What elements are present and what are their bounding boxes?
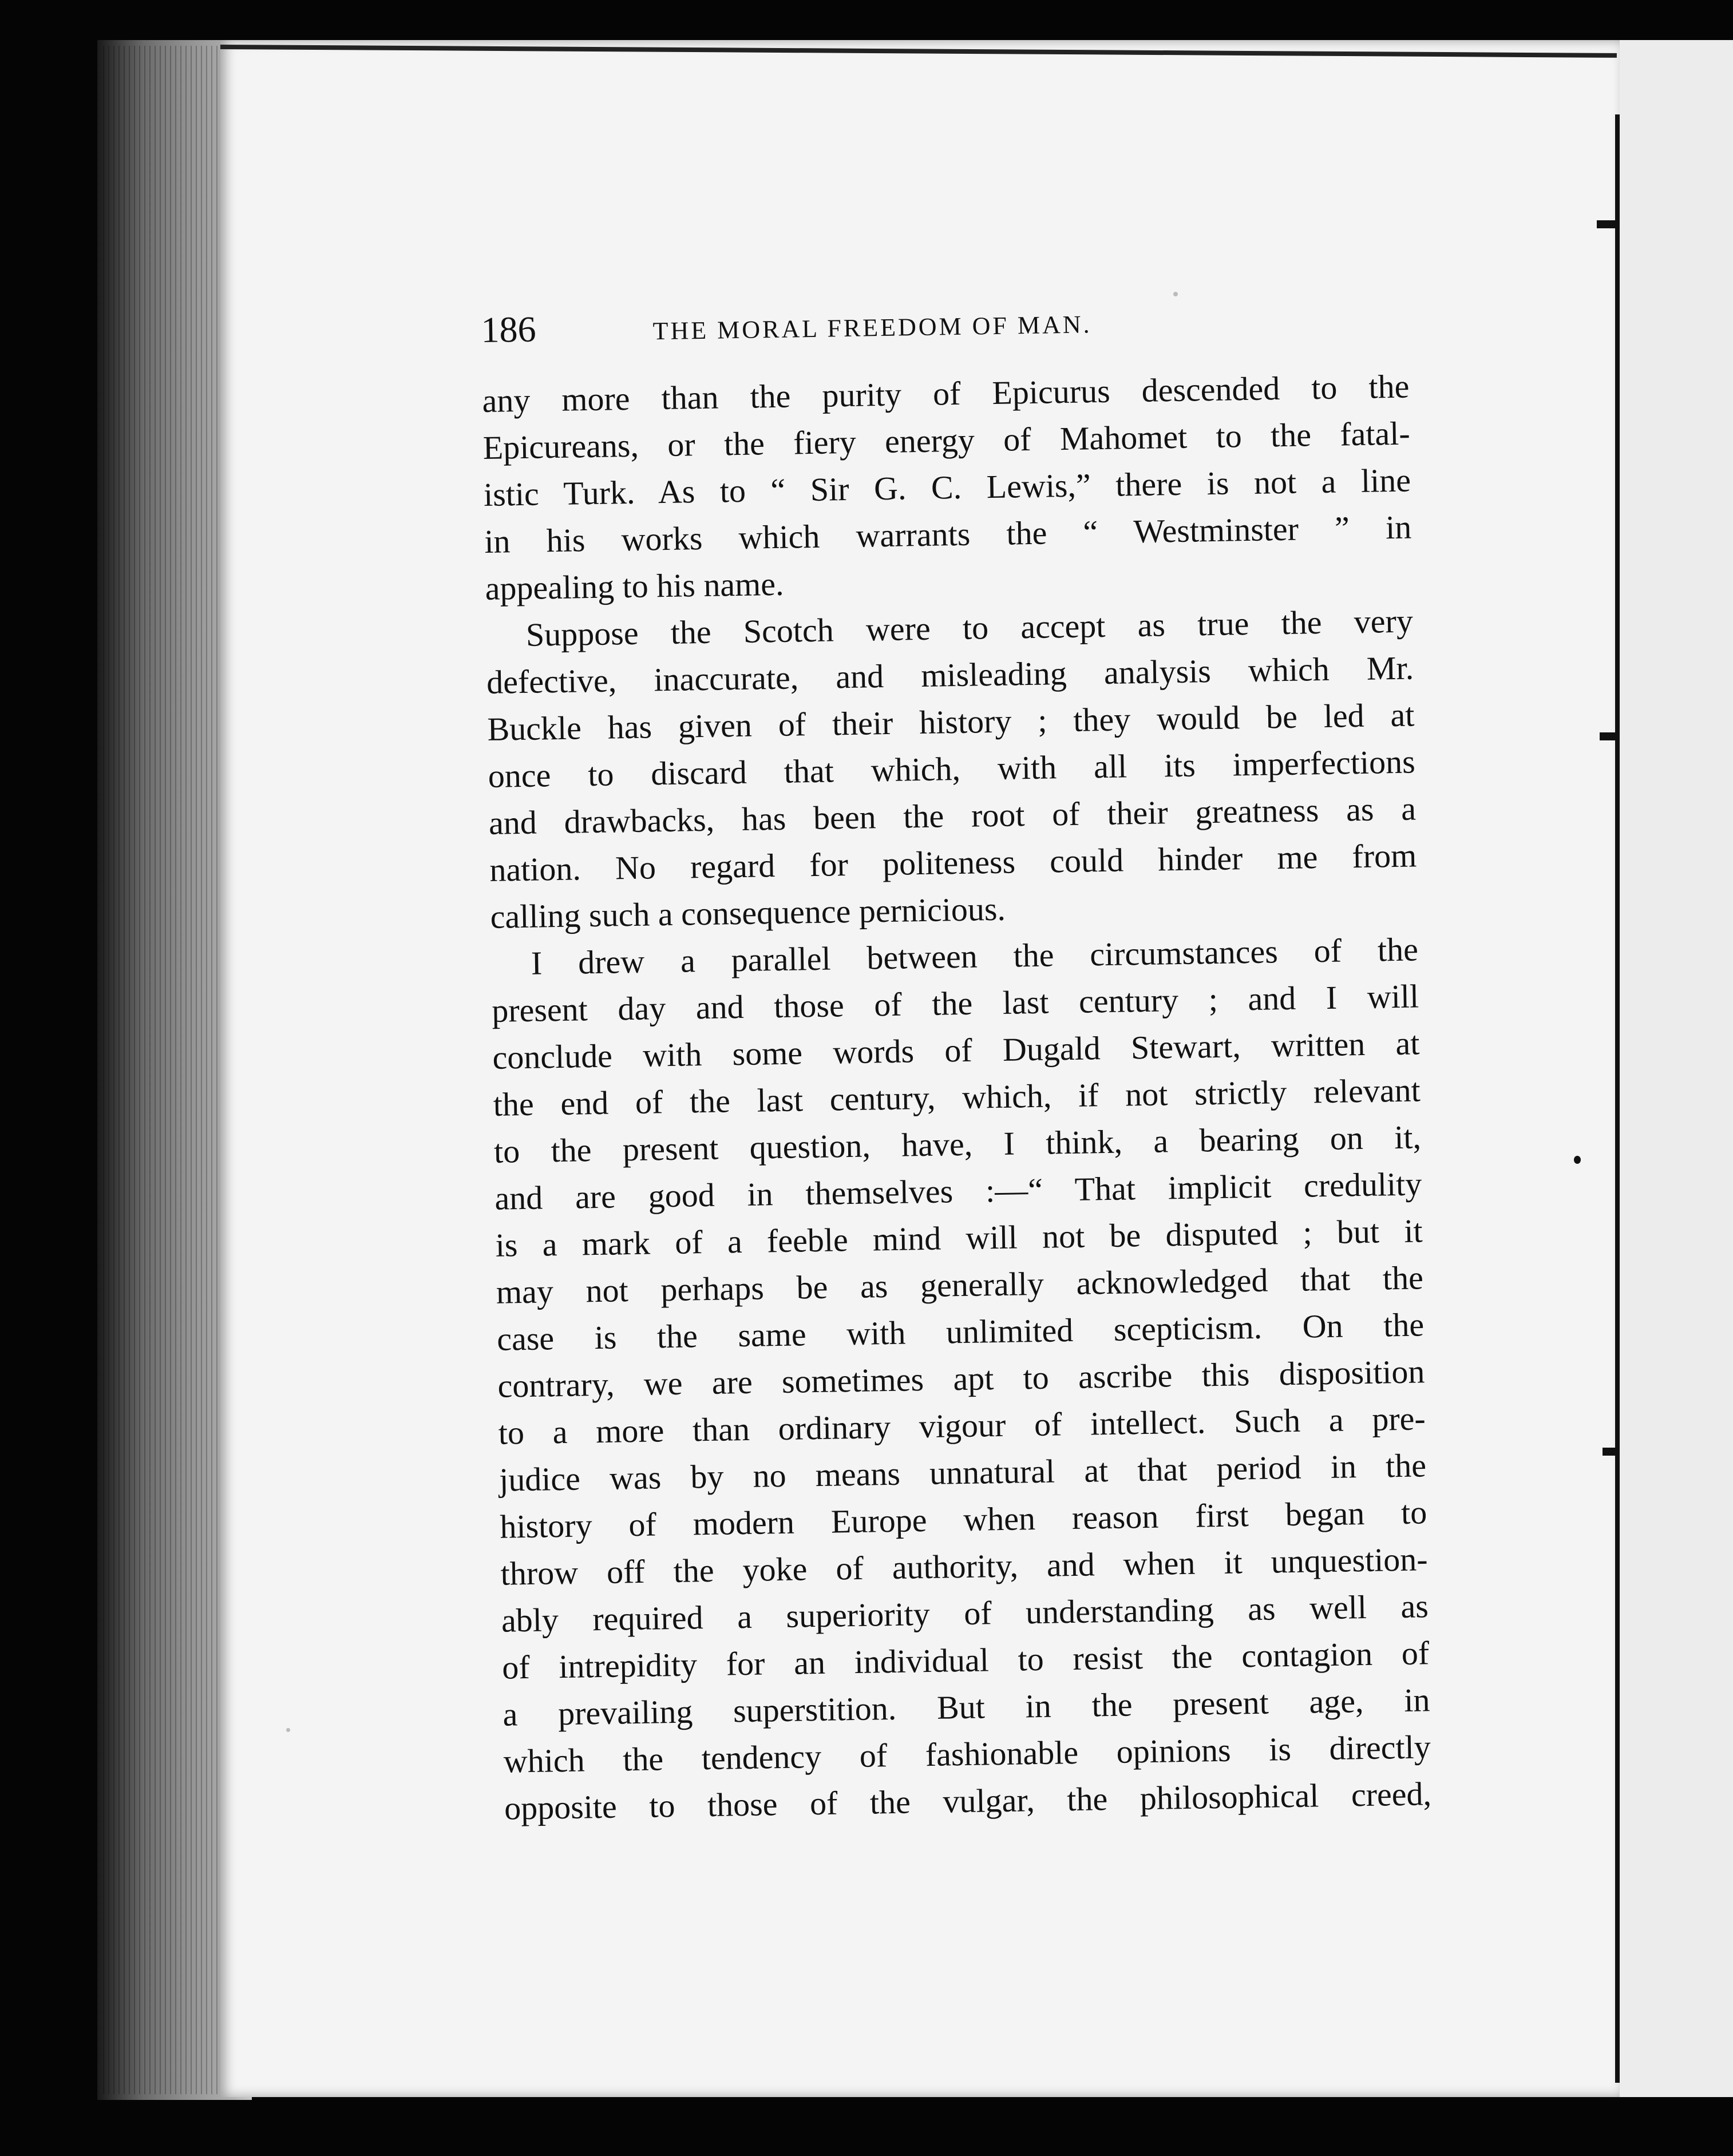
text-line: contrary, we are sometimes apt to ascribe this disposition	[497, 1353, 1425, 1405]
text-line: nation. No regard for politeness could hinder me from	[489, 837, 1417, 889]
text-line: in his works which warrants the “ Westminster ” in	[484, 508, 1412, 560]
text-line: once to discard that which, with all its imperfections	[488, 743, 1416, 795]
text-line: I drew a parallel between the circumstances of the	[531, 930, 1419, 982]
text-line: a prevailing superstition. But in the present age, in	[503, 1681, 1430, 1733]
gutter-mark-2	[1600, 732, 1617, 740]
text-line: may not perhaps be as generally acknowledged that the	[496, 1259, 1424, 1311]
text-line: defective, inaccurate, and misleading analysis which Mr.	[486, 649, 1414, 701]
text-line: conclude with some words of Dugald Stewart, written at	[492, 1024, 1420, 1076]
text-line: calling such a consequence pernicious.	[490, 890, 1006, 936]
text-line: judice was by no means unnatural at that period in the	[498, 1446, 1427, 1499]
text-line: istic Turk. As to “ Sir G. C. Lewis,” there is not a line	[483, 461, 1411, 513]
text-line: the end of the last century, which, if not strictly relevant	[493, 1071, 1421, 1123]
text-line: Epicureans, or the fiery energy of Mahomet to the fatal-	[482, 414, 1411, 466]
text-line: throw off the yoke of authority, and when it unquestion-	[500, 1540, 1429, 1592]
text-line: history of modern Europe when reason first began to	[499, 1493, 1427, 1545]
paragraph-1	[482, 363, 1412, 612]
facing-page-strip	[1620, 40, 1733, 2097]
facing-page-gutter-line	[1615, 114, 1620, 2083]
text-line: is a mark of a feeble mind will not be disputed ; but it	[495, 1212, 1423, 1264]
text-line: and are good in themselves :—“ That implicit credulity	[494, 1165, 1422, 1217]
page-number: 186	[481, 308, 537, 350]
text-line: present day and those of the last century ; and I will	[491, 977, 1419, 1029]
paragraph-3	[490, 926, 1431, 1832]
text-line: of intrepidity for an individual to resist the contagion of	[501, 1634, 1430, 1686]
text-line: opposite to those of the vulgar, the philosophical creed,	[504, 1775, 1432, 1827]
page-text-block	[481, 295, 1432, 1832]
text-line: to a more than ordinary vigour of intellect. Such a pre-	[498, 1400, 1426, 1452]
text-line: and drawbacks, has been the root of their greatness as a	[488, 790, 1417, 842]
gutter-mark-1	[1597, 220, 1620, 228]
text-line: which the tendency of fashionable opinions is directly	[503, 1728, 1431, 1780]
text-line: to the present question, have, I think, a bearing on it,	[493, 1118, 1422, 1170]
text-line: ably required a superiority of understanding as well as	[501, 1587, 1429, 1639]
text-line: appealing to his name.	[485, 565, 784, 607]
text-line: case is the same with unlimited scepticism. On the	[496, 1306, 1425, 1358]
gutter-mark-3	[1603, 1448, 1617, 1456]
running-title: THE MORAL FREEDOM OF MAN.	[652, 310, 1092, 346]
text-line: Buckle has given of their history ; they would be led at	[487, 696, 1415, 748]
text-line: Suppose the Scotch were to accept as true the very	[525, 602, 1414, 653]
text-line: any more than the purity of Epicurus descended to the	[482, 367, 1410, 419]
paragraph-2	[485, 597, 1418, 940]
